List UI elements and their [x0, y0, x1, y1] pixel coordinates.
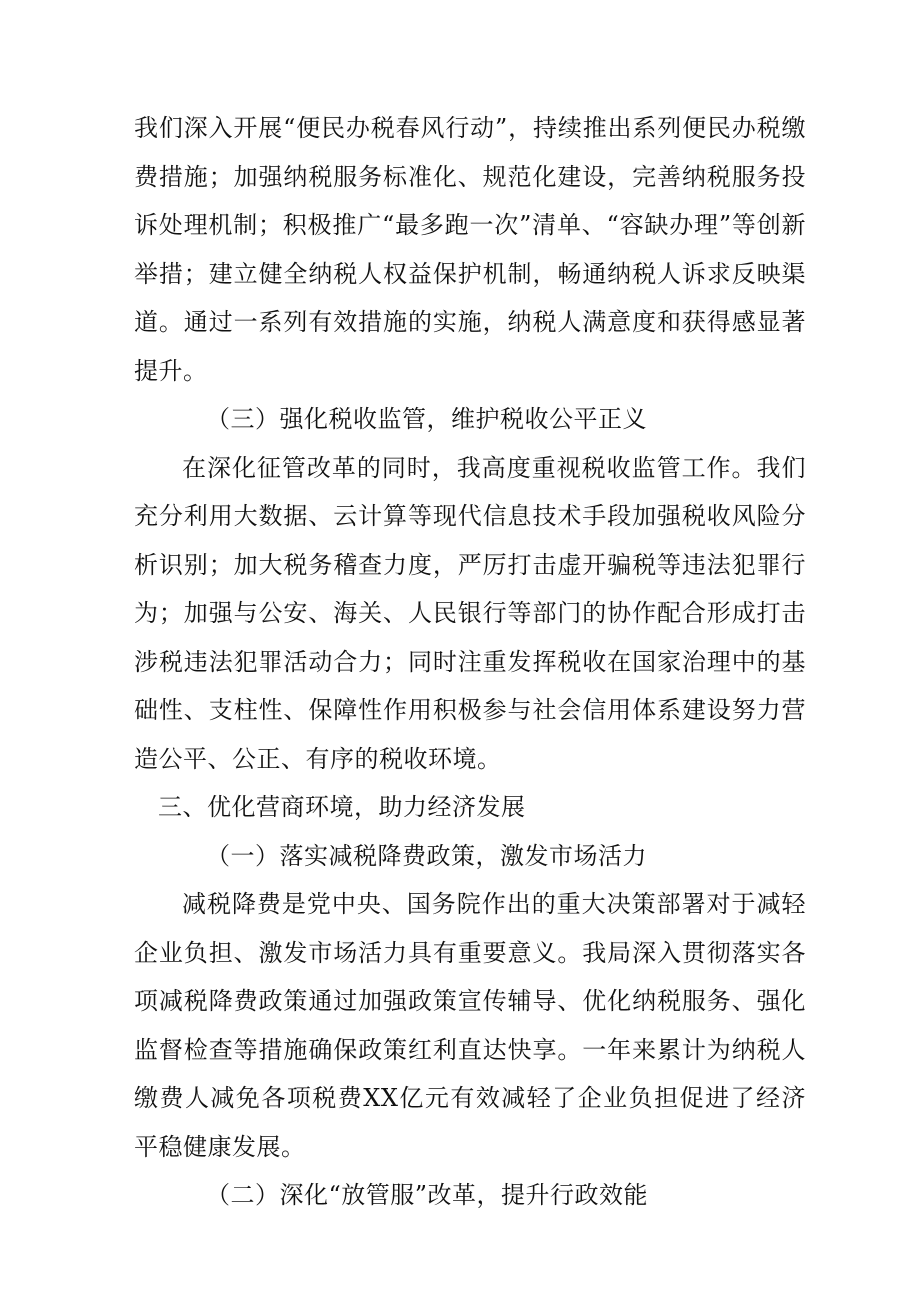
section-heading-strengthen-supervision: （三）强化税收监管，维护税收公平正义 — [206, 405, 647, 433]
paragraph-service-measures: 我们深入开展“便民办税春风行动”，持续推出系列便民办税缴费措施；加强纳税服务标准化、规范化建设，完善纳税服务投诉处理机制；积极推广“最多跑一次”清单、“容缺办理”等创新举措；建立健全纳税人权益保护机制，畅通纳税人诉求反映渠道。通过一系列有效措施的实施，纳税人满意度和获得感显著提升。 — [134, 114, 806, 385]
document-body — [134, 104, 806, 1220]
section-heading-reform: （二）深化“放管服”改革，提升行政效能 — [206, 1181, 649, 1209]
section-heading-tax-cuts: （一）落实减税降费政策，激发市场活力 — [206, 841, 647, 870]
paragraph-tax-cuts: 减税降费是党中央、国务院作出的重大决策部署对于减轻企业负担、激发市场活力具有重要意义。我局深入贯彻落实各项减税降费政策通过加强政策宣传辅导、优化纳税服务、强化监督检查等措施确保政策红利直达快享。一年来累计为纳税人缴费人减免各项税费XX亿元有效减轻了企业负担促进了经济平稳健康发展。 — [134, 890, 806, 1161]
paragraph-supervision: 在深化征管改革的同时，我高度重视税收监管工作。我们充分利用大数据、云计算等现代信息技术手段加强税收风险分析识别；加大税务稽查力度，严厉打击虚开骗税等违法犯罪行为；加强与公安、海关、人民银行等部门的协作配合形成打击涉税违法犯罪活动合力；同时注重发挥税收在国家治理中的基础性、支柱性、保障性作用积极参与社会信用体系建设努力营造公平、公正、有序的税收环境。 — [134, 453, 806, 773]
chapter-heading-business-environment: 三、优化营商环境，助力经济发展 — [158, 793, 526, 821]
